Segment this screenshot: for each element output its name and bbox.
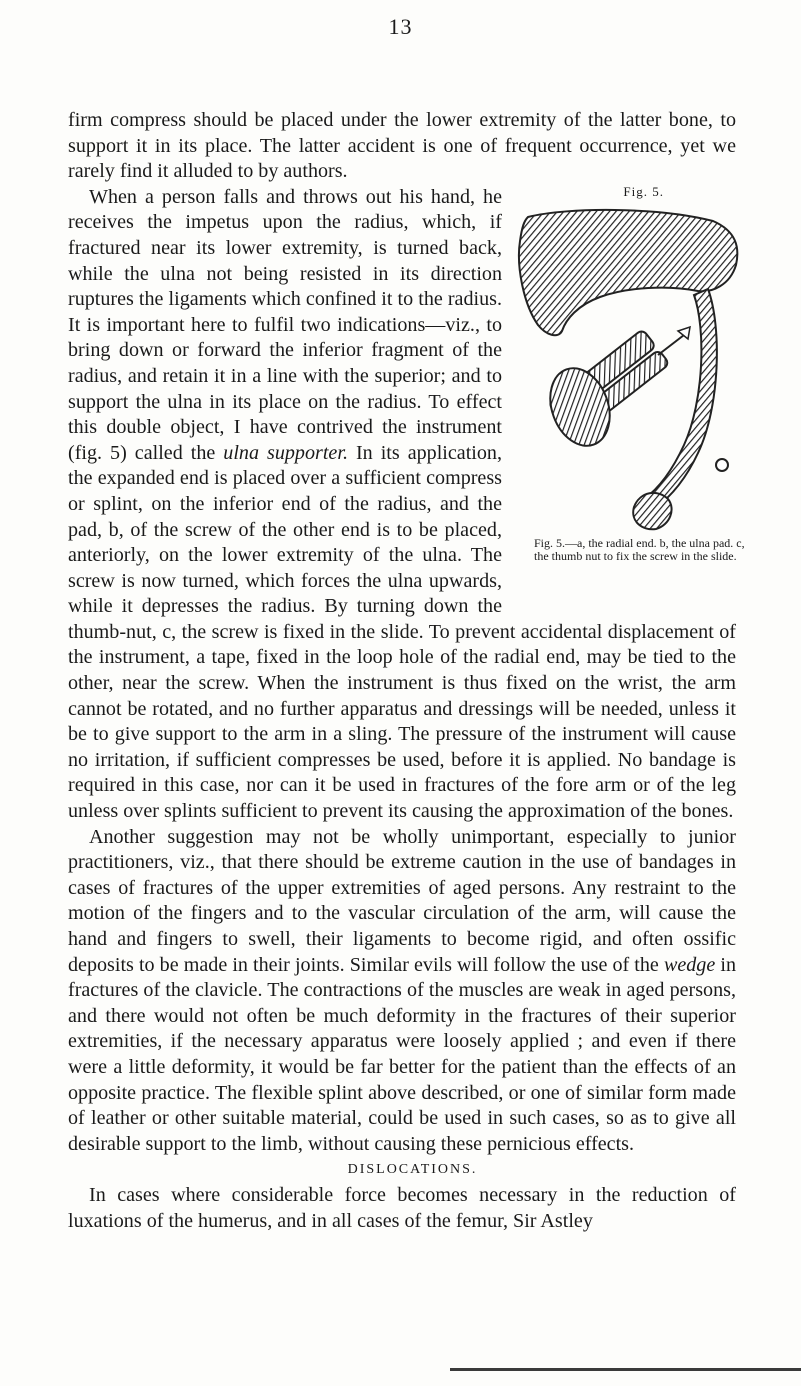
ulna-supporter-illustration [508, 207, 746, 537]
body-text [68, 108, 745, 1234]
loop-hole [716, 459, 728, 471]
figure-caption: Fig. 5.—a, the radial end. b, the ulna pad. c, the thumb nut to fix the screw in the slide. [534, 535, 745, 563]
paragraph-3 [68, 825, 736, 1158]
paragraph-1: firm compress should be placed under the lower extremity of the latter bone, to support it in its place. The latter accident is one of frequent occurrence, yet we rarely find it alluded to by authors. [68, 109, 736, 183]
section-heading: DISLOCATIONS. [347, 1162, 478, 1178]
thumb-nut [658, 327, 690, 355]
paragraph-2 [68, 183, 745, 825]
paragraph-3-text-b: in fractures of the clavicle. The contractions of the muscles are weak in aged persons, and there would not often be much deformity in the fractures of their superior extremities, if the necessary apparatus were loosely applied ; and even if there were a little deformity, it would be far better for the patient than the effects of an opposite practice. The flexible splint above described, or one of similar form made of leather or other suitable material, could be used in such cases, so as to give all desirable support to the limb, without causing these pernicious effects. [68, 953, 737, 1155]
paragraph-3-text-a: Another suggestion may not be wholly unimportant, especially to junior practitioners, viz., that there should be extreme caution in the use of bandages in cases of fractures of the upper extremities of aged persons. Any restraint to the motion of the fingers and to the vascular circulation of the arm, will cause the hand and fingers to swell, their ligaments to become rigid, and often ossific deposits to be made in their joints. Similar evils will follow the use of the [68, 825, 736, 976]
slide-end [633, 493, 671, 529]
paragraph-2-text-b: In its application, the expanded end is placed over a sufficient compress or splint, on the inferior end of the radius, and the pad, b, of the screw of the other end is to be placed, anteriorly, on the lower extremity of the ulna. The screw is now turned, which forces the ulna upwards, while it depresses the radius. By turning down the thumb-nut, c, the screw is fixed in the slide. To prevent accidental displacement of the instrument, a tape, fixed in the loop hole of the radial end, may be tied to the other, near the screw. When the instrument is thus fixed on the wrist, the arm cannot be rotated, and no further apparatus and dressings will be needed, unless it be to give support to the arm in a sling. The pressure of the instrument will cause no irritation, if sufficient compresses be used, before it is applied. No bandage is required in this case, nor can it be used in fractures of the fore arm or of the leg unless over splints sufficient to prevent its causing the approximation of the bones. [68, 441, 736, 823]
figure-label: Fig. 5. [623, 183, 664, 199]
bottom-rule [450, 1368, 801, 1371]
paragraph-4: In cases where considerable force becomes necessary in the reduction of luxations of the humerus, and in all cases of the femur, Sir Astley [68, 1183, 736, 1232]
ulna-supporter-term: ulna supporter. [223, 441, 348, 464]
bow-arm [644, 289, 717, 509]
page-number: 13 [388, 14, 413, 39]
wedge-term: wedge [663, 953, 716, 976]
figure-5 [508, 185, 746, 613]
paragraph-2-text-a: When a person falls and throws out his hand, he receives the impetus upon the radius, which, if fractured near its lower extremity, is turned back, while the ulna not being resisted in its direction ruptures the ligaments which confined it to the radius. It is important here to fulfil two indications—viz., to bring down or forward the inferior fragment of the radius, and retain it in a line with the superior; and to support the ulna in its place on the radius. To effect this double object, I have contrived the instrument (fig. 5) called the [68, 185, 502, 464]
